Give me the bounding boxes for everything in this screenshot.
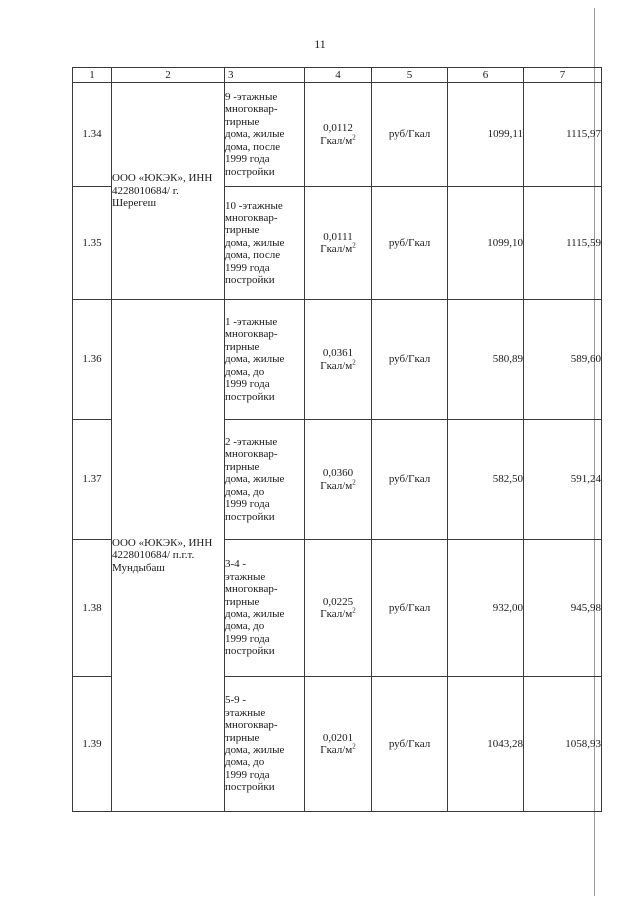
table-body (73, 83, 602, 812)
norm-value: 0,0111 (323, 230, 353, 243)
description-line: 1999 года (225, 378, 270, 391)
description-line: дома, жилые (225, 473, 285, 486)
header-cell: 6 (448, 68, 524, 83)
description-line: 10 -этажные (225, 199, 283, 212)
header-cell: 1 (73, 68, 112, 83)
header-row (73, 68, 602, 83)
description-line: дома, жилые (225, 128, 285, 141)
description-line: 5-9 - (225, 694, 247, 707)
description-cell (225, 420, 305, 540)
tariff-cell-2: 945,98 (524, 540, 602, 677)
description-line: дома, жилые (225, 353, 285, 366)
description-line: дома, жилые (225, 236, 285, 249)
description-line: дома, после (225, 140, 281, 153)
norm-unit (305, 357, 371, 372)
unit-text: Гкал/м (320, 359, 353, 372)
description-line: 1999 года (225, 153, 270, 166)
norm-value: 0,0225 (322, 595, 354, 608)
measure-cell: руб/Гкал (372, 540, 448, 677)
norm-unit (305, 243, 371, 255)
description-cell (225, 300, 305, 420)
description-line: 1 -этажные (225, 316, 278, 329)
description-line: тирные (225, 731, 260, 744)
norm-cell (305, 420, 372, 540)
description-cell (225, 83, 305, 187)
tariff-cell-1: 580,89 (448, 300, 524, 420)
description-line: 1999 года (225, 261, 270, 274)
norm-unit (305, 477, 371, 492)
unit-exponent: 2 (352, 742, 356, 751)
description-line: дома, жилые (225, 744, 285, 756)
description-line: 9 -этажные (225, 91, 278, 104)
description-line: дома, до (225, 756, 265, 769)
description-line: постройки (225, 274, 275, 287)
header-cell: 5 (372, 68, 448, 83)
header-cell: 2 (112, 68, 225, 83)
tariff-cell-1: 582,50 (448, 420, 524, 540)
header-cell: 7 (524, 68, 602, 83)
tariff-cell-2: 1115,97 (524, 83, 602, 187)
unit-exponent: 2 (352, 132, 356, 141)
organization-cell: ООО «ЮКЭК», ИНН 4228010684/ п.г.т. Мундыбаш (112, 300, 225, 812)
description-line: дома, до (225, 485, 265, 498)
description-line: постройки (225, 510, 275, 523)
header-cell: 3 (225, 68, 305, 83)
norm-unit (305, 608, 371, 620)
unit-text: Гкал/м (320, 134, 353, 147)
table-row (73, 83, 602, 187)
description-line: 2 -этажные (225, 436, 278, 449)
description-line: постройки (225, 390, 275, 403)
description-line: постройки (225, 645, 275, 658)
row-number: 1.39 (73, 677, 112, 812)
tariff-cell-1: 1043,28 (448, 677, 524, 812)
norm-value: 0,0361 (322, 347, 354, 360)
description-line: постройки (225, 781, 275, 794)
description-line: дома, до (225, 365, 265, 378)
description-line: тирные (225, 115, 260, 128)
description-cell (225, 677, 305, 812)
description-line: дома, жилые (225, 608, 285, 620)
unit-exponent: 2 (352, 241, 356, 250)
unit-exponent: 2 (352, 606, 356, 615)
tariff-cell-1: 932,00 (448, 540, 524, 677)
row-number: 1.36 (73, 300, 112, 420)
description-line: многоквар- (225, 103, 278, 116)
description-line: дома, до (225, 620, 265, 633)
unit-exponent: 2 (352, 477, 356, 486)
row-number: 1.34 (73, 83, 112, 187)
measure-cell: руб/Гкал (372, 83, 448, 187)
row-number: 1.38 (73, 540, 112, 677)
description-line: этажные (225, 570, 266, 583)
tariff-cell-2: 1115,59 (524, 187, 602, 300)
description-line: дома, после (225, 249, 281, 262)
description-line: 3-4 - (225, 558, 247, 571)
norm-value: 0,0360 (322, 467, 354, 480)
norm-unit (305, 744, 371, 756)
description-line: многоквар- (225, 448, 278, 461)
measure-cell: руб/Гкал (372, 677, 448, 812)
tariff-cell-1: 1099,10 (448, 187, 524, 300)
description-line: тирные (225, 595, 260, 608)
description-line: многоквар- (225, 328, 278, 341)
tariff-table (72, 67, 602, 812)
tariff-cell-2: 591,24 (524, 420, 602, 540)
unit-text: Гкал/м (320, 243, 353, 255)
description-line: тирные (225, 460, 260, 473)
description-line: постройки (225, 165, 275, 178)
measure-cell: руб/Гкал (372, 300, 448, 420)
tariff-cell-1: 1099,11 (448, 83, 524, 187)
norm-unit (305, 132, 371, 147)
norm-value: 0,0201 (322, 731, 354, 744)
unit-text: Гкал/м (320, 744, 353, 756)
row-number: 1.37 (73, 420, 112, 540)
norm-cell (305, 187, 372, 300)
unit-exponent: 2 (352, 357, 356, 366)
description-line: тирные (225, 224, 260, 237)
page-number: 11 (314, 37, 326, 51)
description-line: 1999 года (225, 768, 270, 781)
description-line: многоквар- (225, 211, 278, 224)
norm-value: 0,0112 (323, 122, 353, 135)
norm-cell (305, 83, 372, 187)
description-cell (225, 187, 305, 300)
organization-cell: ООО «ЮКЭК», ИНН 4228010684/ г. Шерегеш (112, 83, 225, 300)
header-cell: 4 (305, 68, 372, 83)
description-line: 1999 года (225, 632, 270, 645)
description-line: 1999 года (225, 498, 270, 511)
tariff-cell-2: 1058,93 (524, 677, 602, 812)
table-row (73, 300, 602, 420)
norm-cell (305, 677, 372, 812)
description-line: многоквар- (225, 719, 278, 732)
row-number: 1.35 (73, 187, 112, 300)
unit-text: Гкал/м (320, 479, 353, 492)
tariff-cell-2: 589,60 (524, 300, 602, 420)
unit-text: Гкал/м (320, 608, 353, 620)
measure-cell: руб/Гкал (372, 187, 448, 300)
norm-cell (305, 540, 372, 677)
description-line: этажные (225, 706, 266, 719)
measure-cell: руб/Гкал (372, 420, 448, 540)
description-line: тирные (225, 340, 260, 353)
norm-cell (305, 300, 372, 420)
description-line: многоквар- (225, 583, 278, 596)
description-cell (225, 540, 305, 677)
